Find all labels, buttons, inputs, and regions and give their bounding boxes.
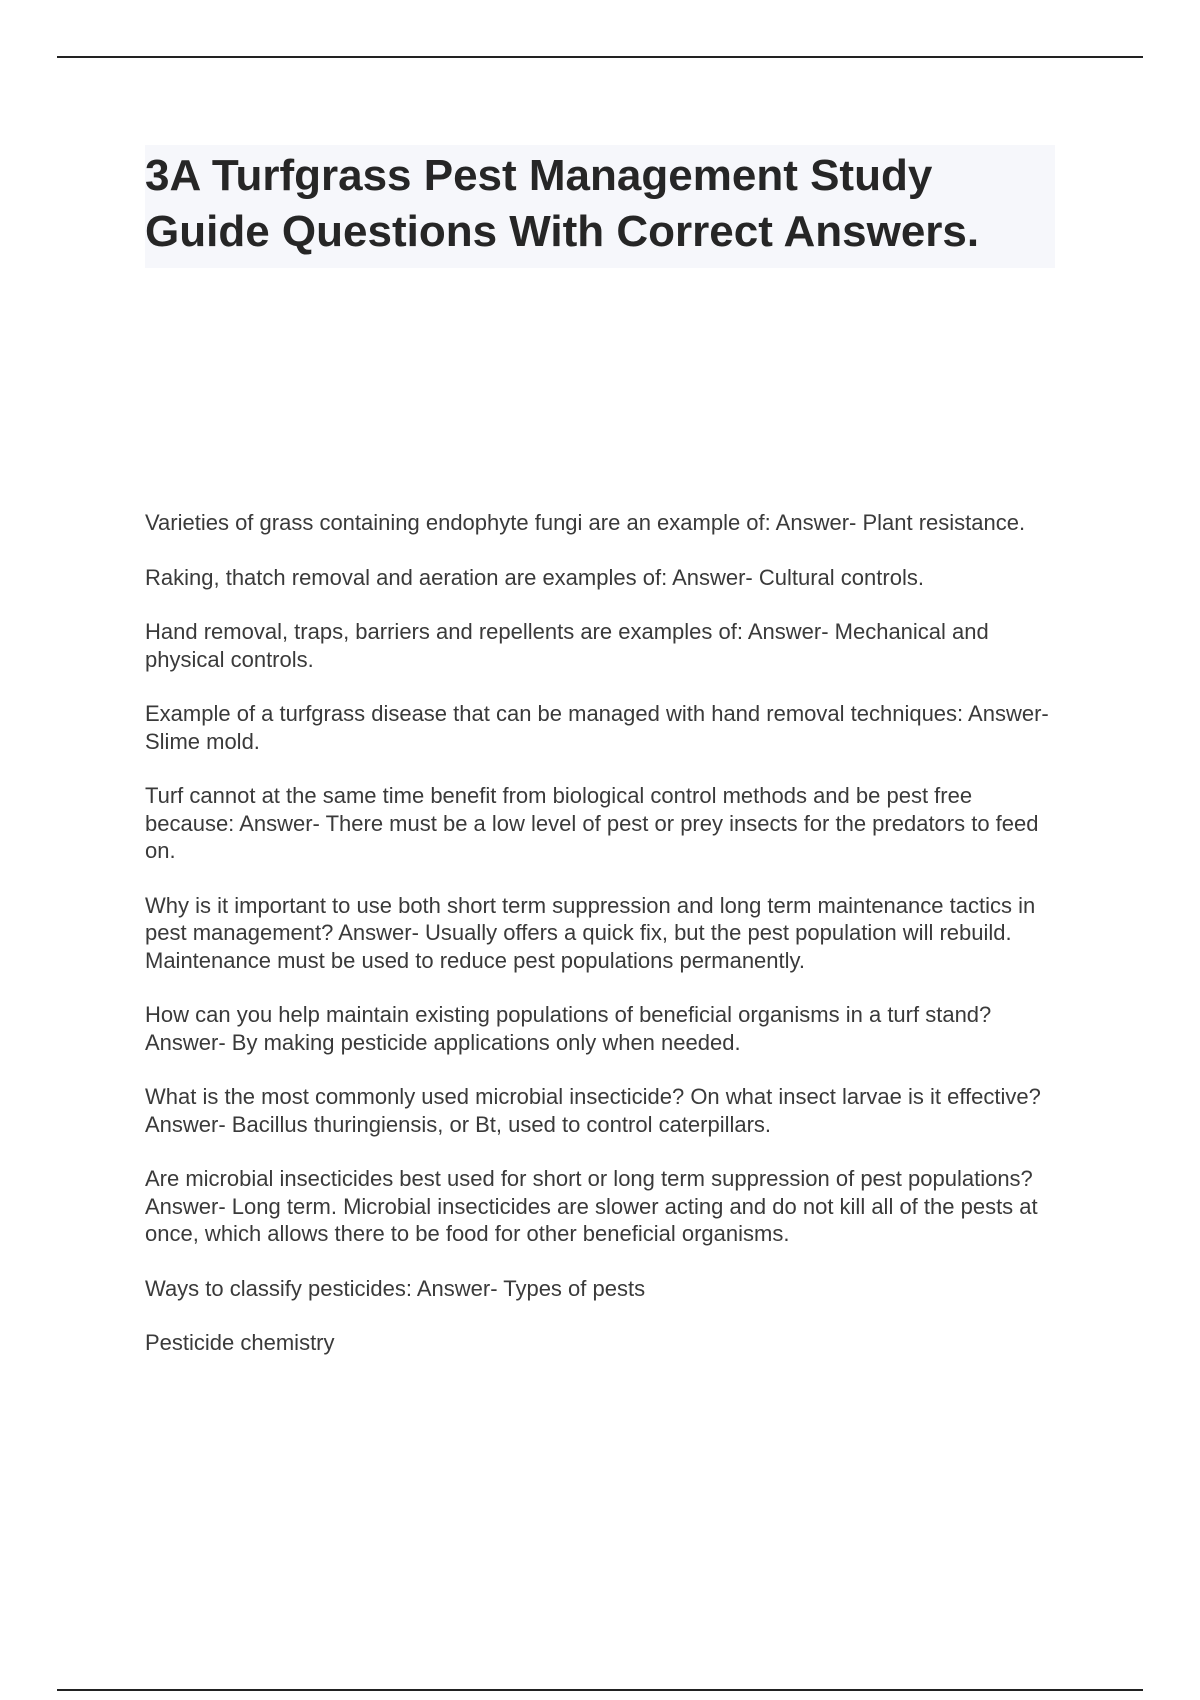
qa-entry-8: What is the most commonly used microbial insecticide? On what insect larvae is it effective? Answer- Bacillus thuringiensis, or Bt, used to control caterpillars. (145, 1084, 1041, 1137)
qa-entry-1: Varieties of grass containing endophyte fungi are an example of: Answer- Plant resistance. (145, 510, 1026, 535)
page-content (145, 145, 1055, 1357)
header-rule (57, 56, 1143, 58)
qa-entry-11: Pesticide chemistry (145, 1330, 335, 1355)
qa-entry-2: Raking, thatch removal and aeration are examples of: Answer- Cultural controls. (145, 564, 924, 590)
qa-entry-6: Why is it important to use both short term suppression and long term maintenance tactics in pest management? Answer- Usually offers a quick fix, but the pest population will rebuild. Maintenance must be used to reduce pest populations permanently. (145, 892, 1036, 973)
qa-list (145, 509, 1055, 1357)
footer-rule (57, 1689, 1143, 1691)
qa-entry-7: How can you help maintain existing populations of beneficial organisms in a turf stand? Answer- By making pesticide applications only when needed. (145, 1002, 992, 1055)
qa-entry-4: Example of a turfgrass disease that can be managed with hand removal techniques: Answer- Slime mold. (145, 701, 1049, 754)
qa-entry-3: Hand removal, traps, barriers and repellents are examples of: Answer- Mechanical and physical controls. (145, 619, 989, 672)
document-title: 3A Turfgrass Pest Management Study Guide Questions With Correct Answers. (145, 145, 1055, 268)
qa-entry-9: Are microbial insecticides best used for short or long term suppression of pest populations? Answer- Long term. Microbial insecticides are slower acting and do not kill all of the pests at once, which allows there to be food for other beneficial organisms. (145, 1166, 1038, 1246)
qa-entry-5: Turf cannot at the same time benefit from biological control methods and be pest free because: Answer- There must be a low level of pest or prey insects for the predators to feed on. (145, 783, 1039, 863)
qa-entry-10: Ways to classify pesticides: Answer- Types of pests (145, 1275, 646, 1301)
